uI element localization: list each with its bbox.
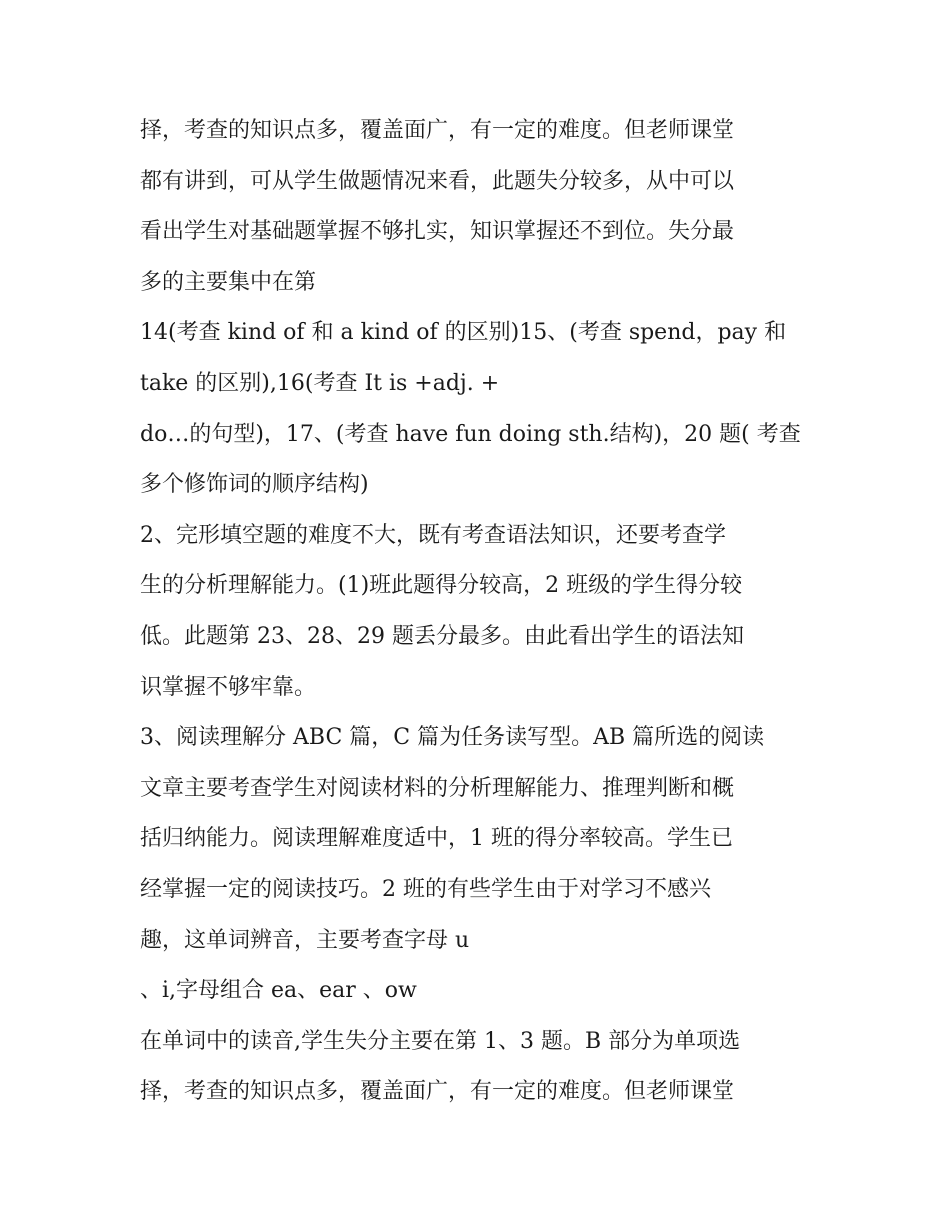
body-text: [140, 106, 820, 1118]
text-line: 14(考查 kind of 和 a kind of 的区别)15、(考查 spend，pay 和: [140, 320, 787, 346]
text-line: 3、阅读理解分 ABC 篇，C 篇为任务读写型。AB 篇所选的阅读: [140, 725, 765, 751]
text-line: 择，考查的知识点多，覆盖面广，有一定的难度。但老师课堂: [140, 118, 735, 143]
text-line: 多的主要集中在第: [140, 269, 317, 295]
text-line: 都有讲到，可从学生做题情况来看，此题失分较多，从中可以: [140, 168, 735, 194]
text-line: 趣，这单词辨音，主要考查字母 u: [140, 927, 470, 953]
text-line: 在单词中的读音,学生失分主要在第 1、3 题。B 部分为单项选: [140, 1028, 741, 1054]
text-line: 文章主要考查学生对阅读材料的分析理解能力、推理判断和概: [140, 775, 735, 801]
text-line: 低。此题第 23、28、29 题丢分最多。由此看出学生的语法知: [140, 623, 744, 649]
text-line: 多个修饰词的顺序结构): [140, 472, 369, 498]
text-line: 择，考查的知识点多，覆盖面广，有一定的难度。但老师课堂: [140, 1079, 735, 1105]
text-line: 经掌握一定的阅读技巧。2 班的有些学生由于对学习不感兴: [140, 876, 711, 902]
text-line: 、i,字母组合 ea、ear 、ow: [140, 978, 417, 1004]
text-line: 2、完形填空题的难度不大，既有考查语法知识，还要考查学: [140, 522, 726, 548]
text-line: 看出学生对基础题掌握不够扎实，知识掌握还不到位。失分最: [140, 219, 735, 245]
text-line: take 的区别),16(考查 It is +adj. +: [140, 370, 500, 396]
text-line: do…的句型)，17、(考查 have fun doing sth.结构)，20 题( 考查: [140, 421, 801, 447]
text-line: 括归纳能力。阅读理解难度适中，1 班的得分率较高。学生已: [140, 826, 733, 852]
text-line: 生的分析理解能力。(1)班此题得分较高，2 班级的学生得分较: [140, 573, 743, 599]
text-line: 识掌握不够牢靠。: [140, 674, 317, 700]
